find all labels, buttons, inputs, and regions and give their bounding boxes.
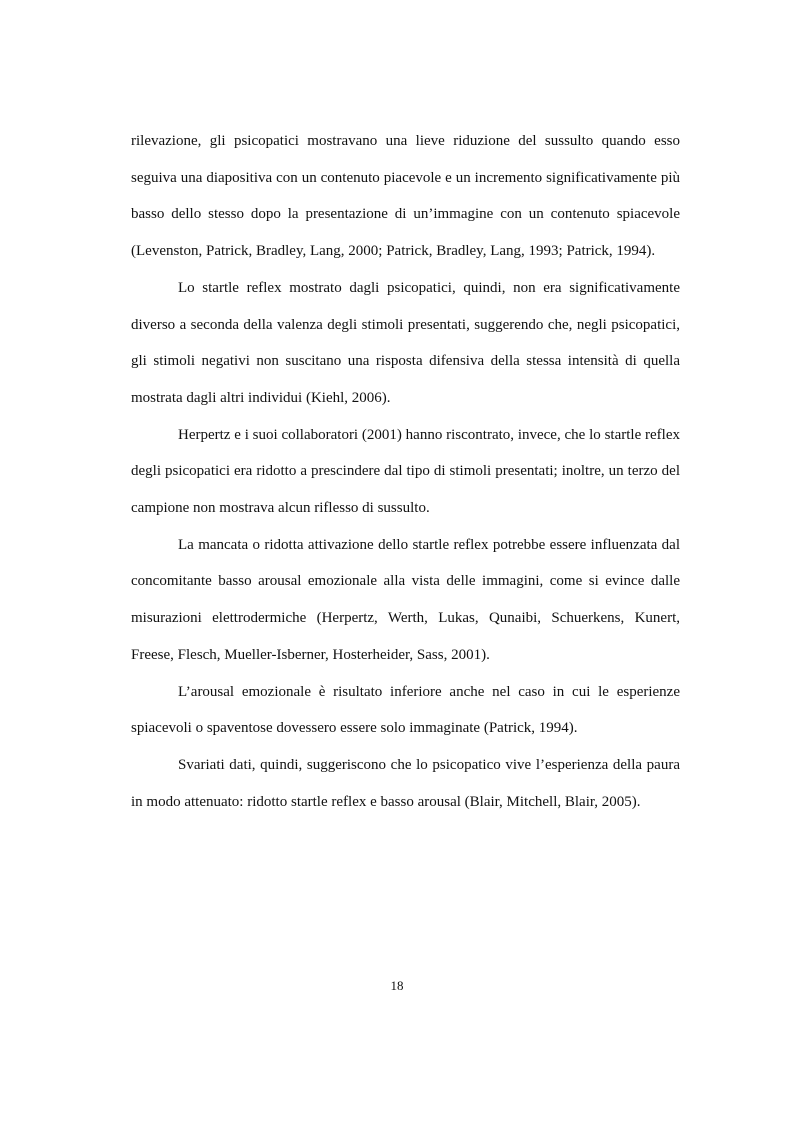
paragraph-continuation: rilevazione, gli psicopatici mostravano una lieve riduzione del sussulto quando esso seguiva una diapositiva con un contenuto piacevole e un incremento significativamente più basso dello stesso dopo la presentazione di un’immagine con un contenuto spiacevole (Levenston, Patrick, Bradley, Lang, 2000; Patrick, Bradley, Lang, 1993; Patrick, 1994). <box>131 133 680 260</box>
paragraph-attivazione: La mancata o ridotta attivazione dello startle reflex potrebbe essere influenzata dal concomitante basso arousal emozionale alla vista delle immagini, come si evince dalle misurazioni elettrodermiche (Herpertz, Werth, Lukas, Qunaibi, Schuerkens, Kunert, Freese, Flesch, Mueller-Isberner, Hosterheider, Sass, 2001). <box>131 536 680 663</box>
paragraph-herpertz: Herpertz e i suoi collaboratori (2001) hanno riscontrato, invece, che lo startle reflex degli psicopatici era ridotto a prescindere dal tipo di stimoli presentati; inoltre, un terzo del campione non mostrava alcun riflesso di sussulto. <box>131 426 680 517</box>
paragraph-conclusione: Svariati dati, quindi, suggeriscono che lo psicopatico vive l’esperienza della paura in modo attenuato: ridotto startle reflex e basso arousal (Blair, Mitchell, Blair, 2005). <box>131 756 680 810</box>
paragraph-startle-reflex: Lo startle reflex mostrato dagli psicopatici, quindi, non era significativamente diverso a seconda della valenza degli stimoli presentati, suggerendo che, negli psicopatici, gli stimoli negativi non suscitano una risposta difensiva della stessa intensità di quella mostrata dagli altri individui (Kiehl, 2006). <box>131 279 680 406</box>
paragraph-arousal: L’arousal emozionale è risultato inferiore anche nel caso in cui le esperienze spiacevoli o spaventose dovessero essere solo immaginate (Patrick, 1994). <box>131 683 680 737</box>
body-text <box>131 123 680 820</box>
page-number: 18 <box>390 978 404 993</box>
